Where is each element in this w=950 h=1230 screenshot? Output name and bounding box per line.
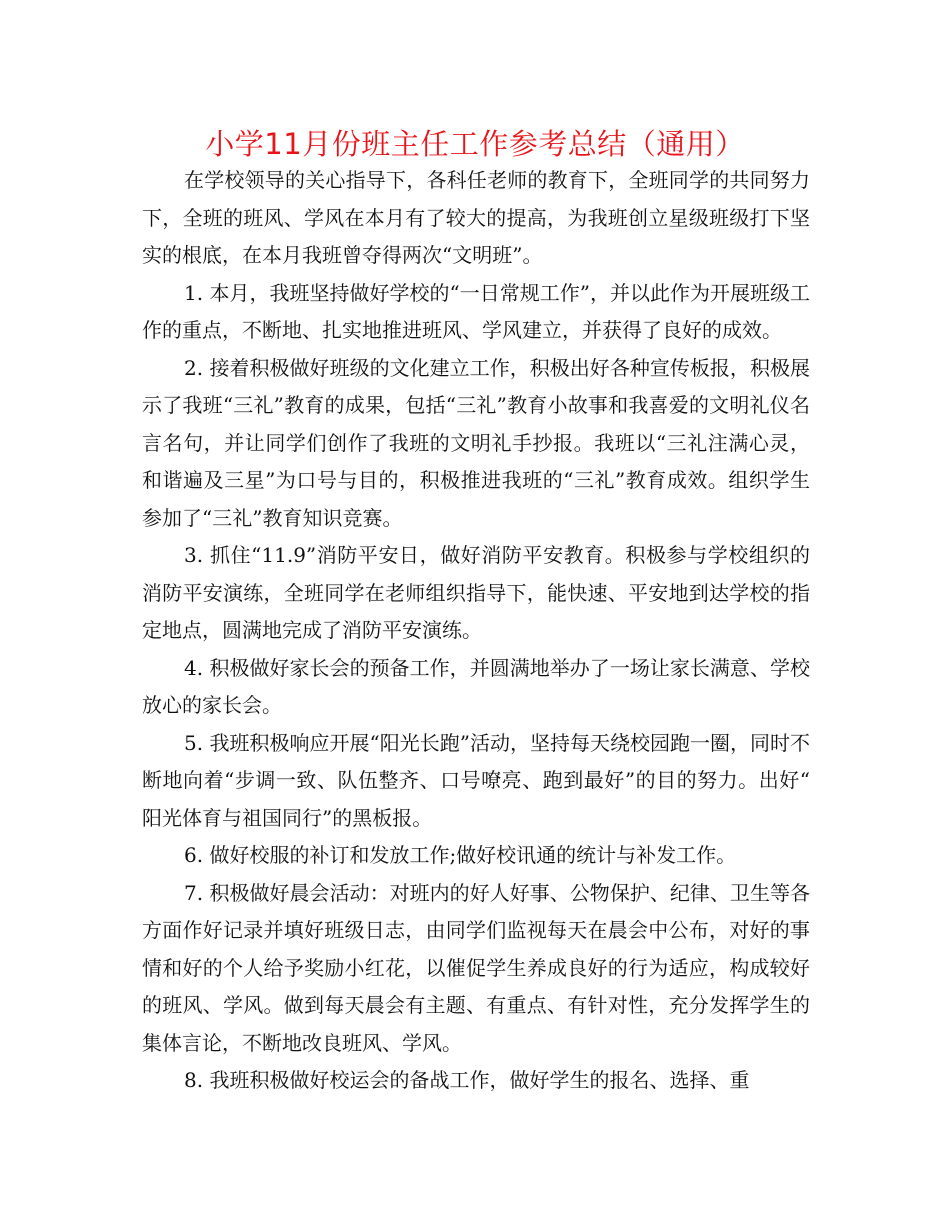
document-title: 小学11月份班主任工作参考总结（通用） bbox=[205, 127, 745, 161]
paragraph-item-7: 7. 积极做好晨会活动：对班内的好人好事、公物保护、纪律、卫生等各方面作好记录并填好班级日志，由同学们监视每天在晨会中公布，对好的事情和好的个人给予奖励小红花，以催促学生养成良好的行为适应，构成较好的班风、学风。做到每天晨会有主题、有重点、有针对性，充分发挥学生的集体言论，不断地改良班风、学风。 bbox=[142, 880, 810, 1055]
paragraph-item-2: 2. 接着积极做好班级的文化建立工作，积极出好各种宣传板报，积极展示了我班“三礼”教育的成果，包括“三礼”教育小故事和我喜爱的文明礼仪名言名句，并让同学们创作了我班的文明礼手抄报。我班以“三礼注满心灵，和谐遍及三星”为口号与目的，积极推进我班的“三礼”教育成效。组织学生参加了“三礼”教育知识竞赛。 bbox=[142, 355, 810, 530]
paragraph-item-6: 6. 做好校服的补订和发放工作;做好校讯通的统计与补发工作。 bbox=[184, 843, 737, 867]
paragraph-item-3: 3. 抓住“11.9”消防平安日，做好消防平安教育。积极参与学校组织的消防平安演练，全班同学在老师组织指导下，能快速、平安地到达学校的指定地点，圆满地完成了消防平安演练。 bbox=[142, 543, 810, 642]
document-body bbox=[142, 162, 830, 1100]
paragraph-item-1: 1. 本月，我班坚持做好学校的“一日常规工作”，并以此作为开展班级工作的重点，不断地、扎实地推进班风、学风建立，并获得了良好的成效。 bbox=[142, 280, 810, 342]
paragraph-intro: 在学校领导的关心指导下，各科任老师的教育下，全班同学的共同努力下，全班的班风、学风在本月有了较大的提高，为我班创立星级班级打下坚实的根底，在本月我班曾夺得两次“文明班”。 bbox=[142, 168, 810, 267]
paragraph-item-8: 8. 我班积极做好校运会的备战工作，做好学生的报名、选择、重 bbox=[184, 1068, 750, 1092]
paragraph-item-5: 5. 我班积极响应开展“阳光长跑”活动，坚持每天绕校园跑一圈，同时不断地向着“步调一致、队伍整齐、口号嘹亮、跑到最好”的目的努力。出好“ 阳光体育与祖国同行”的黑板报。 bbox=[142, 730, 830, 830]
paragraph-item-4: 4. 积极做好家长会的预备工作，并圆满地举办了一场让家长满意、学校放心的家长会。 bbox=[142, 655, 810, 717]
